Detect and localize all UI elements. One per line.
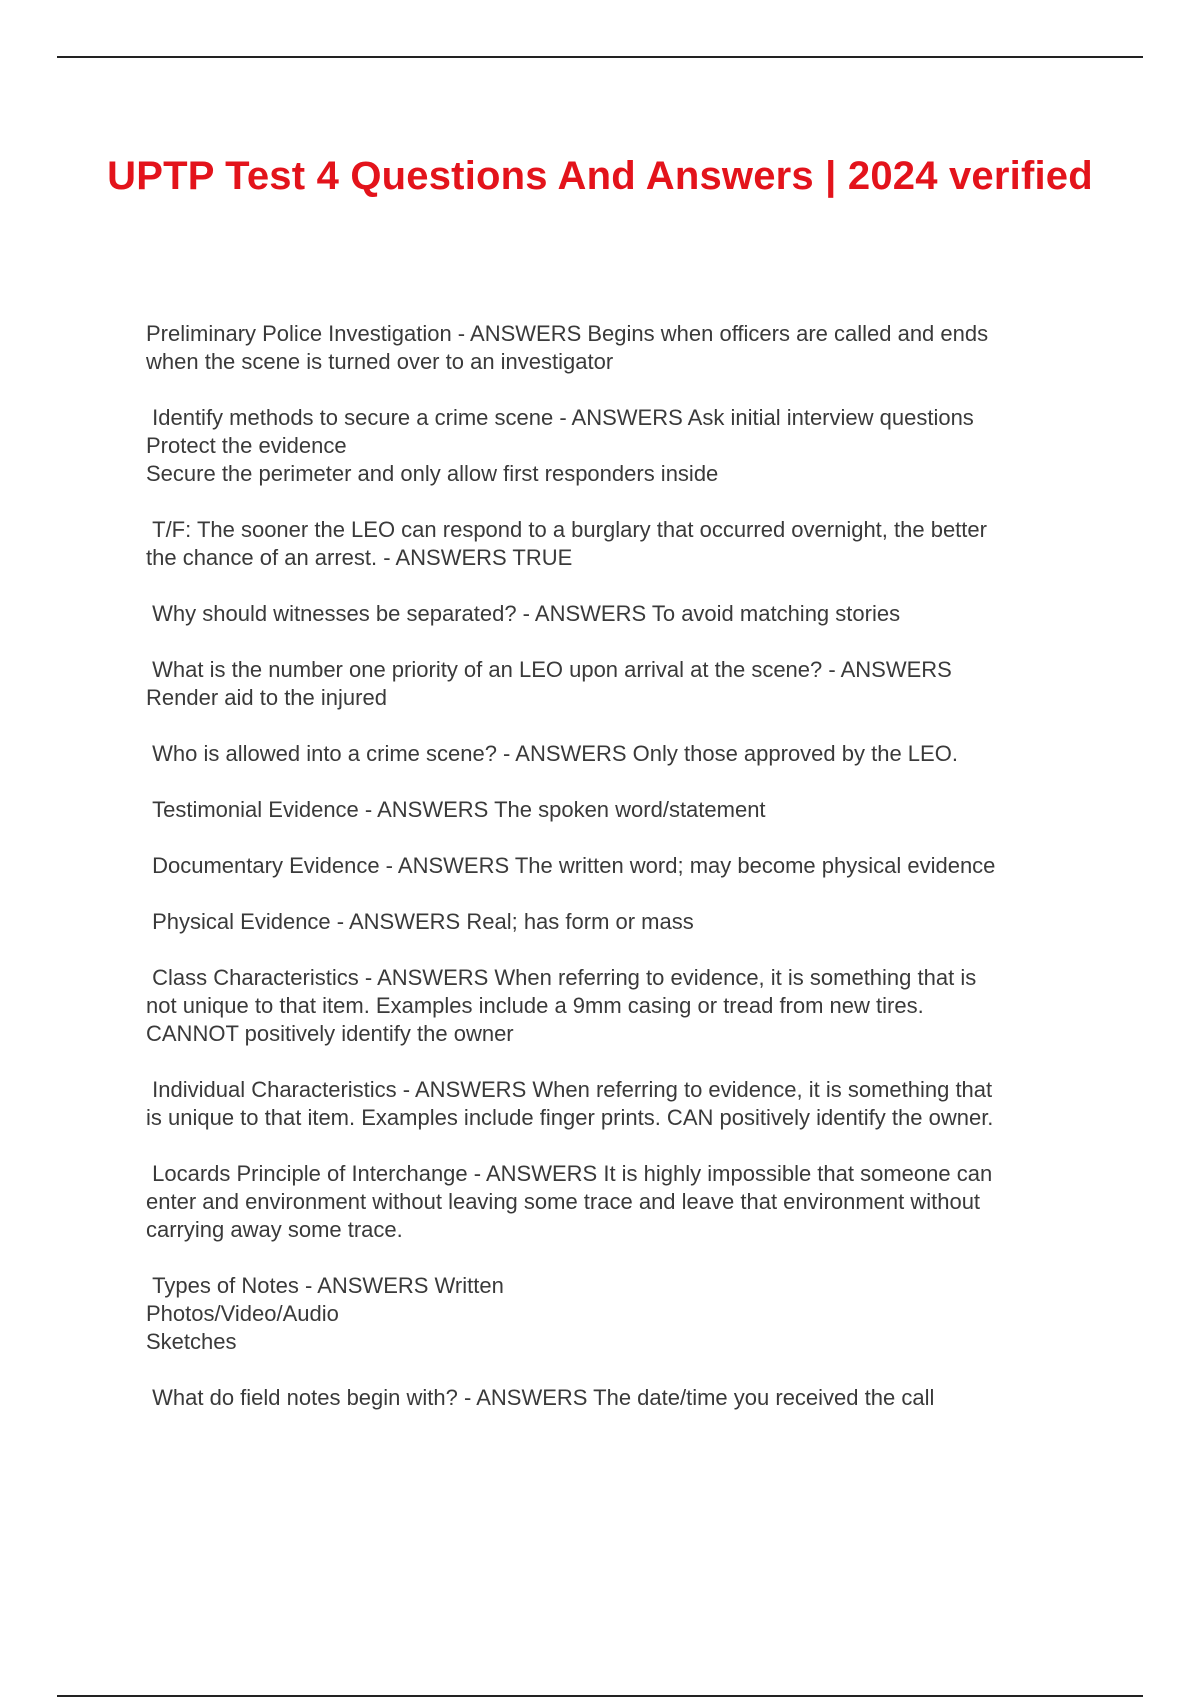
qa-line: Testimonial Evidence - ANSWERS The spoken word/statement	[146, 797, 766, 822]
qa-line: CANNOT positively identify the owner	[146, 1021, 514, 1046]
qa-line: Locards Principle of Interchange - ANSWERS It is highly impossible that someone can	[146, 1161, 993, 1186]
qa-line: Who is allowed into a crime scene? - ANSWERS Only those approved by the LEO.	[146, 741, 958, 766]
bottom-rule	[57, 1695, 1143, 1697]
qa-entry	[146, 1160, 1086, 1244]
qa-list	[146, 320, 1086, 1440]
qa-line: Documentary Evidence - ANSWERS The written word; may become physical evidence	[146, 853, 996, 878]
qa-entry	[146, 404, 1086, 488]
qa-entry	[146, 1272, 1086, 1356]
qa-line: Protect the evidence	[146, 433, 347, 458]
qa-line: carrying away some trace.	[146, 1217, 403, 1242]
qa-entry	[146, 516, 1086, 572]
qa-line: Class Characteristics - ANSWERS When referring to evidence, it is something that is	[146, 965, 977, 990]
qa-line: Preliminary Police Investigation - ANSWERS Begins when officers are called and ends	[146, 321, 989, 346]
qa-entry	[146, 796, 1086, 824]
qa-entry	[146, 1384, 1086, 1412]
qa-line: when the scene is turned over to an investigator	[146, 349, 614, 374]
qa-entry	[146, 908, 1086, 936]
qa-line: Sketches	[146, 1329, 237, 1354]
qa-line: Why should witnesses be separated? - ANSWERS To avoid matching stories	[146, 601, 901, 626]
qa-line: What do field notes begin with? - ANSWERS The date/time you received the call	[146, 1385, 935, 1410]
qa-line: Photos/Video/Audio	[146, 1301, 339, 1326]
qa-line: is unique to that item. Examples include finger prints. CAN positively identify the owner.	[146, 1105, 994, 1130]
qa-entry	[146, 852, 1086, 880]
qa-line: Physical Evidence - ANSWERS Real; has form or mass	[146, 909, 694, 934]
qa-line: T/F: The sooner the LEO can respond to a burglary that occurred overnight, the better	[146, 517, 987, 542]
qa-line: What is the number one priority of an LEO upon arrival at the scene? - ANSWERS	[146, 657, 952, 682]
qa-entry	[146, 964, 1086, 1048]
qa-line: Identify methods to secure a crime scene - ANSWERS Ask initial interview questions	[146, 405, 974, 430]
qa-line: not unique to that item. Examples include a 9mm casing or tread from new tires.	[146, 993, 924, 1018]
qa-line: Secure the perimeter and only allow first responders inside	[146, 461, 719, 486]
qa-line: Render aid to the injured	[146, 685, 387, 710]
qa-entry	[146, 656, 1086, 712]
qa-entry	[146, 740, 1086, 768]
qa-line: Types of Notes - ANSWERS Written	[146, 1273, 504, 1298]
qa-line: Individual Characteristics - ANSWERS When referring to evidence, it is something that	[146, 1077, 993, 1102]
qa-line: enter and environment without leaving some trace and leave that environment without	[146, 1189, 981, 1214]
document-title: UPTP Test 4 Questions And Answers | 2024 verified	[107, 154, 1093, 198]
qa-line: the chance of an arrest. - ANSWERS TRUE	[146, 545, 573, 570]
qa-entry	[146, 1076, 1086, 1132]
top-rule	[57, 56, 1143, 58]
qa-entry	[146, 320, 1086, 376]
qa-entry	[146, 600, 1086, 628]
